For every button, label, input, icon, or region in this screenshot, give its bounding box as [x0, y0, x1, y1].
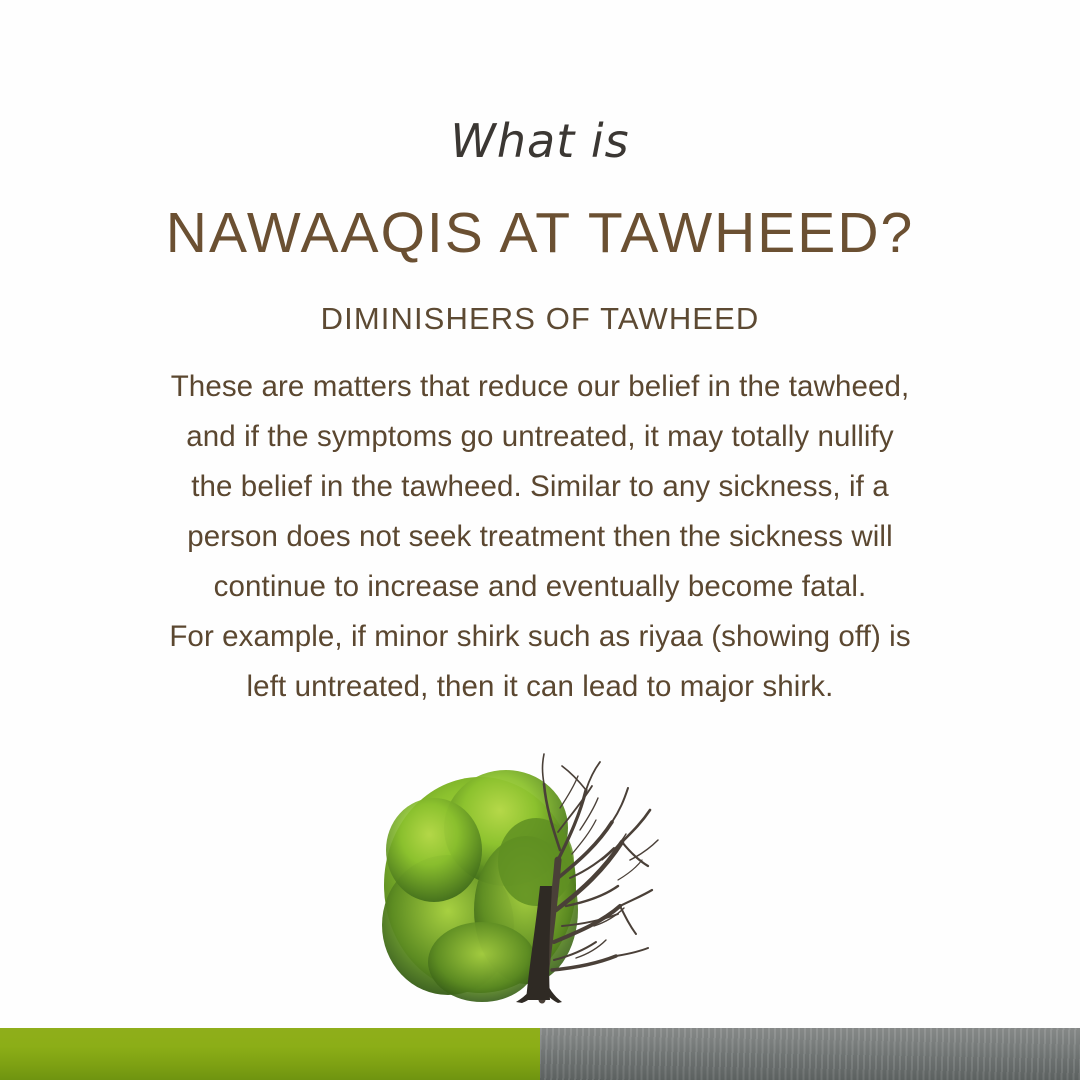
tree-bare-branches — [542, 754, 658, 1000]
soil-strip — [540, 1028, 1080, 1080]
body-line: continue to increase and eventually become fatal. — [213, 569, 867, 603]
tree-green-canopy — [382, 770, 578, 1002]
ground-strip — [0, 1028, 1080, 1080]
body-line: left untreated, then it can lead to major shirk. — [246, 669, 834, 703]
body-line: person does not seek treatment then the sickness will — [187, 519, 893, 553]
tree-illustration — [0, 710, 1080, 1040]
body-paragraph — [0, 362, 1080, 712]
body-line: and if the symptoms go untreated, it may totally nullify — [186, 419, 894, 453]
body-line: the belief in the tawheed. Similar to any sickness, if a — [191, 469, 889, 503]
page-title: NAWAAQIS AT TAWHEED? — [165, 201, 915, 265]
subtitle: DIMINISHERS OF TAWHEED — [320, 300, 760, 336]
tree-svg — [330, 710, 750, 1040]
body-line: For example, if minor shirk such as riyaa (showing off) is — [169, 619, 911, 653]
tree-trunk — [516, 886, 562, 1003]
grass-strip — [0, 1028, 540, 1080]
eyebrow-text: What is — [450, 114, 630, 168]
body-line: These are matters that reduce our belief in the tawheed, — [170, 369, 910, 403]
